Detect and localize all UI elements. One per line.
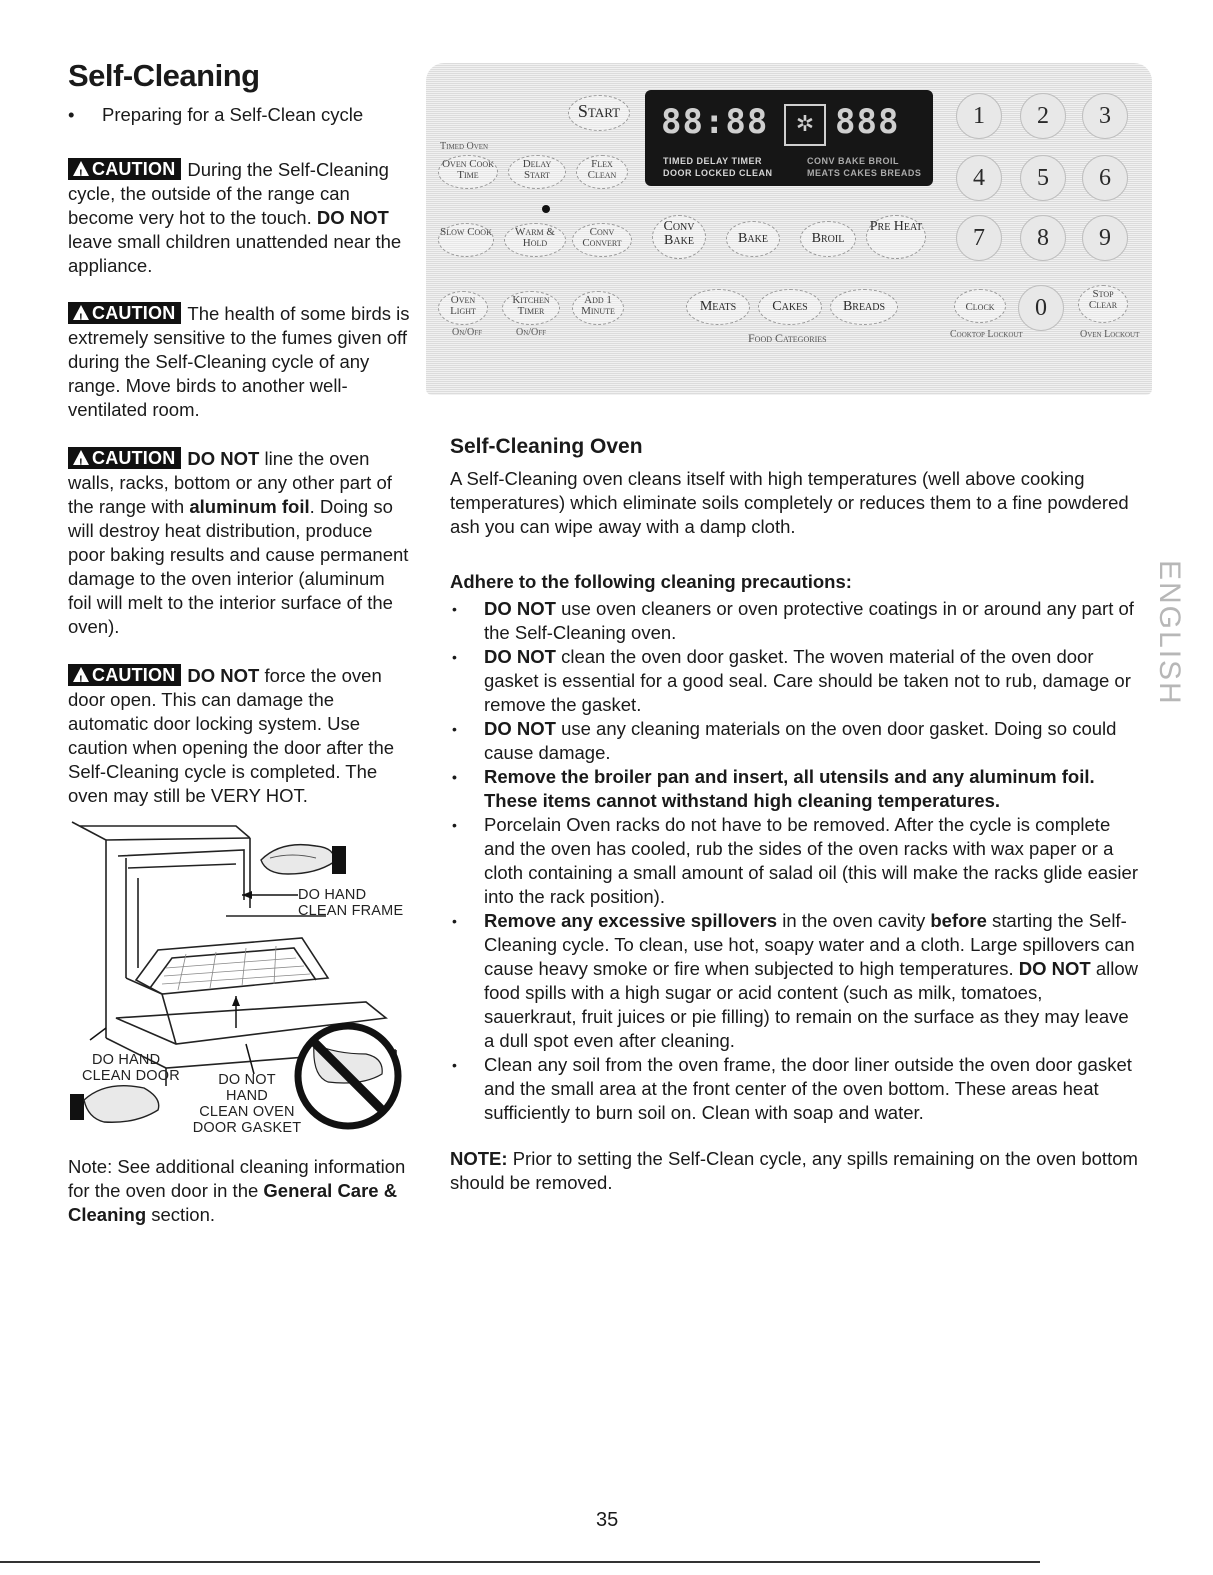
caution-badge: !CAUTION: [68, 302, 181, 324]
language-tab: ENGLISH: [1153, 560, 1186, 706]
key-6-button[interactable]: 6: [1082, 155, 1128, 201]
clock-button[interactable]: Clock: [954, 289, 1006, 323]
warning-triangle-icon: [73, 161, 89, 176]
caution-badge: !CAUTION: [68, 158, 181, 180]
caution-4-bold: DO NOT: [187, 665, 260, 686]
list-item: • Remove the broiler pan and insert, all utensils and any aluminum foil. These items cannot withstand high cleaning temperatures.: [450, 765, 1140, 813]
oven-light-on-off-label: On/Off: [452, 327, 483, 338]
caution-badge: !CAUTION: [68, 664, 181, 686]
list-item: • Clean any soil from the oven frame, the door liner outside the oven door gasket and the small area at the front center of the oven bottom. These areas heat sufficiently to burn soil on. Clean with soap and water.: [450, 1053, 1140, 1125]
list-item: • DO NOT use oven cleaners or oven protective coatings in or around any part of the Self-Cleaning oven.: [450, 597, 1140, 645]
caution-1: [68, 158, 413, 278]
warning-triangle-icon: [73, 305, 89, 320]
section-subtitle: Self-Cleaning Oven: [450, 435, 643, 458]
precautions-heading: Adhere to the following cleaning precautions:: [450, 571, 852, 592]
list-item: • Porcelain Oven racks do not have to be removed. After the cycle is complete and the oven has cooled, rub the sides of the oven racks with wax paper or a cloth containing a small amount of salad oil (this will make the racks glide easier into the rack position).: [450, 813, 1140, 909]
hand-icon: [261, 845, 346, 874]
slow-cook-button[interactable]: Slow Cook: [438, 223, 494, 257]
warning-triangle-icon: [73, 667, 89, 682]
caution-badge: !CAUTION: [68, 447, 181, 469]
broil-button[interactable]: Broil: [800, 221, 856, 257]
intro-bullet: [68, 103, 363, 127]
display-temp: 888: [835, 102, 900, 142]
key-8-button[interactable]: 8: [1020, 215, 1066, 261]
stop-clear-button[interactable]: Stop Clear: [1078, 285, 1128, 323]
timed-oven-label: Timed Oven: [440, 141, 489, 152]
caution-1-bold: DO NOT: [316, 207, 389, 228]
bullet-dot: •: [68, 104, 75, 125]
key-5-button[interactable]: 5: [1020, 155, 1066, 201]
page-title: Self-Cleaning: [68, 58, 260, 93]
key-7-button[interactable]: 7: [956, 215, 1002, 261]
display-indicators-4: MEATS CAKES BREADS: [807, 168, 922, 178]
oven-cook-time-button[interactable]: Oven Cook Time: [438, 155, 498, 189]
oven-lockout-label: Oven Lockout: [1080, 329, 1140, 340]
caution-2-text: The health of some birds is extremely sensitive to the fumes given off during the Self-Cleaning cycle of any range. Move birds to another well-ventilated room.: [68, 303, 410, 420]
bottom-rule: [0, 1561, 1040, 1563]
delay-start-button[interactable]: Delay Start: [508, 155, 566, 189]
prohibited-icon: [298, 1026, 398, 1126]
display-indicators-3: CONV BAKE BROIL: [807, 156, 900, 166]
kitchen-timer-on-off-label: On/Off: [516, 327, 547, 338]
bake-button[interactable]: Bake: [726, 221, 780, 257]
caution-1-text-a: During the Self-Cleaning cycle, the outside of the range can become very hot to the touch.: [68, 159, 389, 228]
section-intro: A Self-Cleaning oven cleans itself with high temperatures (well above cooking temperatures) which eliminate soils completely or reduces them to a fine powdered ash you can wipe away with a damp cloth.: [450, 468, 1129, 537]
caution-3-text-a: line the oven walls, racks, bottom or any other part of the range with: [68, 448, 392, 517]
caution-3-text-b: . Doing so will destroy heat distribution, produce poor baking results and cause permanent damage to the oven interior (aluminum foil will melt to the interior surface of the oven).: [68, 496, 409, 637]
caution-3-bold-2: aluminum foil: [189, 496, 310, 517]
breads-button[interactable]: Breads: [830, 289, 898, 325]
caution-4: [68, 664, 413, 808]
convection-fan-icon: ✲: [784, 104, 826, 146]
lcd-display: [645, 90, 933, 186]
cakes-button[interactable]: Cakes: [758, 289, 822, 325]
meats-button[interactable]: Meats: [686, 289, 750, 325]
cooktop-lockout-label: Cooktop Lockout: [950, 329, 1023, 340]
warning-triangle-icon: [73, 450, 89, 465]
kitchen-timer-button[interactable]: Kitchen Timer: [502, 291, 560, 325]
conv-convert-button[interactable]: Conv Convert: [572, 223, 632, 257]
list-item: • DO NOT use any cleaning materials on the oven door gasket. Doing so could cause damage.: [450, 717, 1140, 765]
start-button[interactable]: Start: [568, 95, 630, 131]
display-indicators-2: DOOR LOCKED CLEAN: [663, 168, 773, 178]
key-2-button[interactable]: 2: [1020, 93, 1066, 139]
caution-4-text: force the oven door open. This can damage the automatic door locking system. Use caution when opening the door after the Self-Cleaning cycle is completed. The oven may still be VERY HOT.: [68, 665, 395, 806]
caution-2: [68, 302, 413, 422]
key-3-button[interactable]: 3: [1082, 93, 1128, 139]
list-item: • DO NOT clean the oven door gasket. The woven material of the oven door gasket is essential for a good seal. Care should be taken not to rub, damage or remove the gasket.: [450, 645, 1140, 717]
caution-3-bold: DO NOT: [187, 448, 260, 469]
note-right: NOTE: Prior to setting the Self-Clean cycle, any spills remaining on the oven bottom should be removed.: [450, 1148, 1138, 1193]
page-number: 35: [596, 1509, 619, 1531]
precautions-list: [450, 597, 1140, 1125]
display-time: 88:88: [661, 102, 769, 142]
conv-bake-button[interactable]: Conv Bake: [652, 215, 706, 259]
intro-bullet-text: Preparing for a Self-Clean cycle: [102, 104, 364, 125]
label-do-hand-clean-frame: DO HAND CLEAN FRAME: [298, 887, 404, 919]
key-4-button[interactable]: 4: [956, 155, 1002, 201]
hand-icon: [70, 1086, 159, 1123]
caution-3: [68, 447, 413, 639]
food-categories-label: Food Categories: [748, 331, 827, 345]
label-do-hand-clean-door: DO HAND CLEAN DOOR: [82, 1052, 180, 1084]
flex-clean-button[interactable]: Flex Clean: [576, 155, 628, 189]
note-left: Note: See additional cleaning information for the oven door in the General Care & Cleaning section.: [68, 1156, 406, 1225]
key-9-button[interactable]: 9: [1082, 215, 1128, 261]
key-0-button[interactable]: 0: [1018, 285, 1064, 331]
list-item: • Remove any excessive spillovers in the oven cavity before starting the Self-Cleaning cycle. To clean, use hot, soapy water and a cloth. Large spillovers can cause heavy smoke or fire when subjected to high temperatures. DO NOT allow food spills with a high sugar or acid content (such as milk, tomatoes, sauerkraut, fruit juices or pie filling) to remain on the surface as they may leave a dull spot even after cleaning.: [450, 909, 1140, 1053]
add-minute-button[interactable]: Add 1 Minute: [572, 291, 624, 325]
oven-light-button[interactable]: Oven Light: [438, 291, 488, 325]
key-1-button[interactable]: 1: [956, 93, 1002, 139]
display-indicators-1: TIMED DELAY TIMER: [663, 156, 763, 166]
caution-1-text-b: leave small children unattended near the appliance.: [68, 231, 402, 276]
label-do-not-hand-clean-gasket: DO NOT HAND CLEAN OVEN DOOR GASKET: [192, 1072, 302, 1136]
indicator-dot: [542, 205, 550, 213]
pre-heat-button[interactable]: Pre Heat: [866, 215, 926, 259]
warm-hold-button[interactable]: Warm & Hold: [504, 223, 566, 257]
